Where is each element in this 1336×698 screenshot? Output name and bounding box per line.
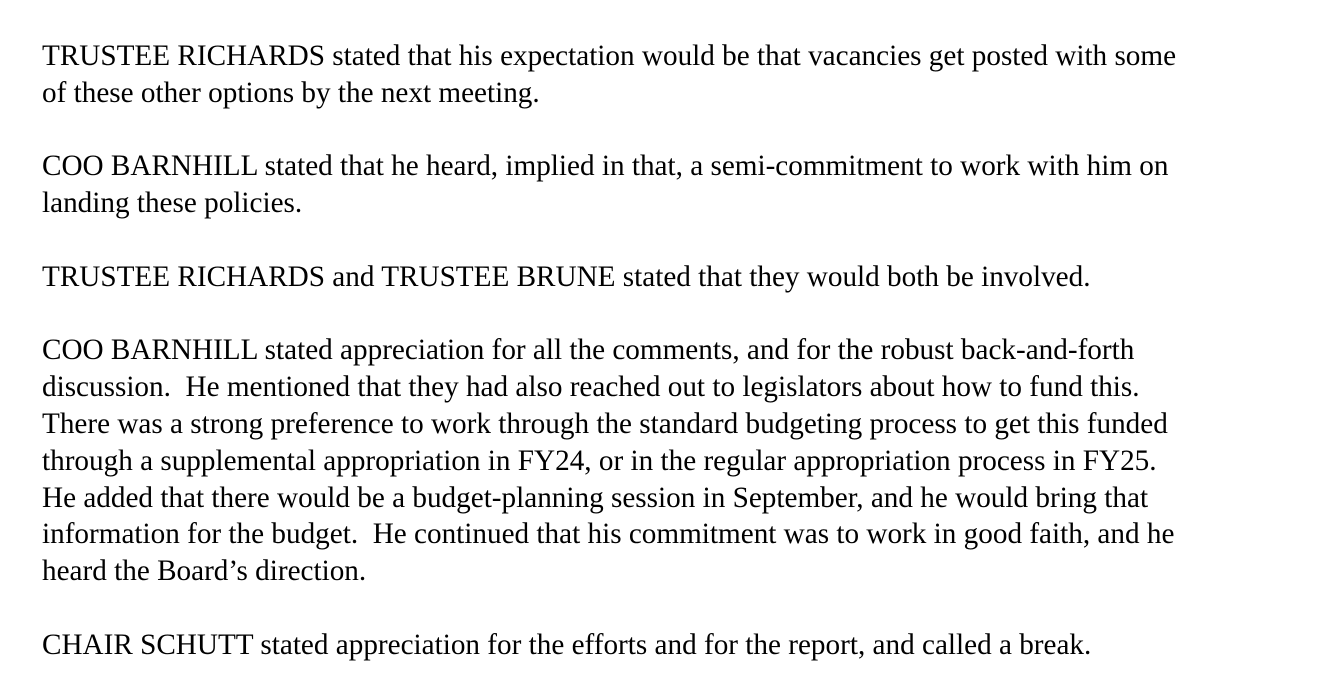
paragraph-line: information for the budget. He continued that his commitment was to work in good faith, and he	[42, 518, 1175, 551]
paragraph-line: of these other options by the next meeting.	[42, 76, 540, 109]
paragraph-line: TRUSTEE RICHARDS stated that his expectation would be that vacancies get posted with some	[42, 40, 1177, 72]
paragraph-line: through a supplemental appropriation in FY24, or in the regular appropriation process in FY25.	[42, 444, 1157, 477]
paragraph-line: heard the Board’s direction.	[42, 555, 367, 588]
paragraph-line: discussion. He mentioned that they had also reached out to legislators about how to fund this.	[42, 371, 1140, 404]
paragraph-barnhill-semi-commitment	[42, 148, 1307, 222]
paragraph-barnhill-appreciation	[42, 332, 1307, 590]
paragraph-line: CHAIR SCHUTT stated appreciation for the efforts and for the report, and called a break.	[42, 628, 1092, 661]
document-page	[42, 38, 1307, 664]
paragraph-line: landing these policies.	[42, 187, 303, 220]
paragraph-line: He added that there would be a budget-planning session in September, and he would bring that	[42, 481, 1149, 514]
paragraph-schutt-break	[42, 627, 1307, 664]
paragraph-line: COO BARNHILL stated appreciation for all the comments, and for the robust back-and-forth	[42, 334, 1135, 367]
paragraph-richards-expectation	[42, 38, 1307, 112]
paragraph-line: There was a strong preference to work through the standard budgeting process to get this funded	[42, 407, 1168, 440]
paragraph-line: COO BARNHILL stated that he heard, implied in that, a semi-commitment to work with him on	[42, 150, 1169, 183]
paragraph-line: TRUSTEE RICHARDS and TRUSTEE BRUNE stated that they would both be involved.	[42, 260, 1091, 293]
paragraph-richards-brune-involved	[42, 259, 1307, 296]
